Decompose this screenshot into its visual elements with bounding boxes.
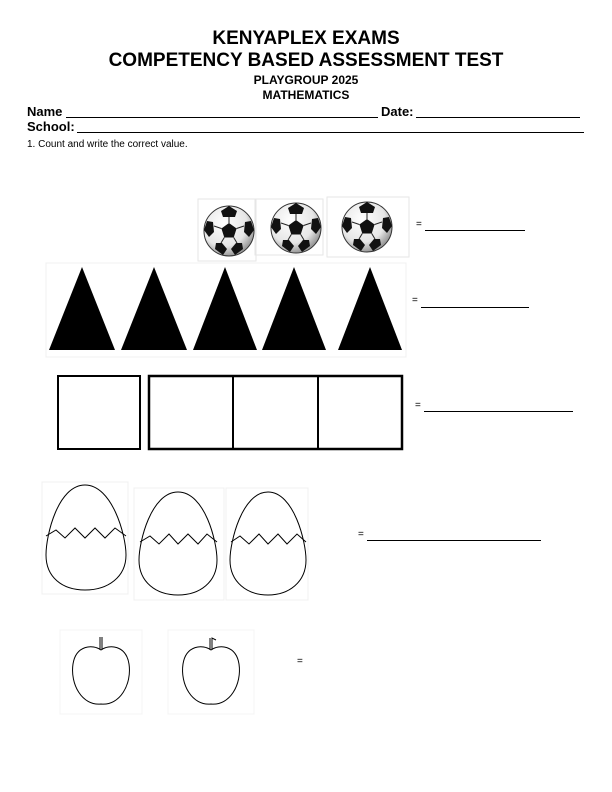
- school-field[interactable]: [77, 120, 584, 133]
- triangle-icon: [338, 267, 402, 350]
- cracked-egg-icon: [230, 492, 306, 595]
- football-icon: [342, 202, 392, 252]
- equals-sign: =: [415, 400, 421, 411]
- triangle-icon: [262, 267, 326, 350]
- question-text: 1. Count and write the correct value.: [27, 139, 188, 150]
- triangle-icon: [193, 267, 257, 350]
- equals-sign: =: [297, 656, 303, 667]
- egg-row: [40, 480, 310, 602]
- answer-line[interactable]: [425, 229, 525, 231]
- apple-icon: [73, 637, 130, 704]
- grade-label: PLAYGROUP 2025: [253, 73, 359, 87]
- answer-line[interactable]: [421, 306, 529, 308]
- answer-line[interactable]: [367, 539, 541, 541]
- football-icon: [204, 206, 254, 256]
- date-field[interactable]: [416, 105, 580, 118]
- equals-sign: =: [358, 529, 364, 540]
- triangle-icon: [49, 267, 115, 350]
- equals-sign: =: [416, 219, 422, 230]
- square-icon: [58, 376, 140, 449]
- equals-sign: =: [412, 295, 418, 306]
- square-icon: [233, 376, 318, 449]
- subject-label: MATHEMATICS: [262, 88, 350, 102]
- square-row: [54, 372, 406, 452]
- cracked-egg-icon: [46, 485, 126, 590]
- triangle-icon: [121, 267, 187, 350]
- square-icon: [149, 376, 233, 449]
- triangle-row: [44, 262, 409, 358]
- cracked-egg-icon: [139, 492, 217, 595]
- name-label: Name: [27, 104, 63, 119]
- square-icon: [318, 376, 402, 449]
- football-icon: [271, 203, 321, 253]
- apple-row: [58, 628, 258, 718]
- school-label: School:: [27, 119, 75, 134]
- football-row: [197, 196, 412, 262]
- name-field[interactable]: [66, 105, 378, 118]
- exam-title: KENYAPLEX EXAMS: [212, 28, 400, 49]
- answer-line[interactable]: [424, 410, 573, 412]
- apple-icon: [183, 638, 240, 704]
- date-label: Date:: [381, 104, 414, 119]
- exam-subtitle: COMPETENCY BASED ASSESSMENT TEST: [108, 50, 504, 71]
